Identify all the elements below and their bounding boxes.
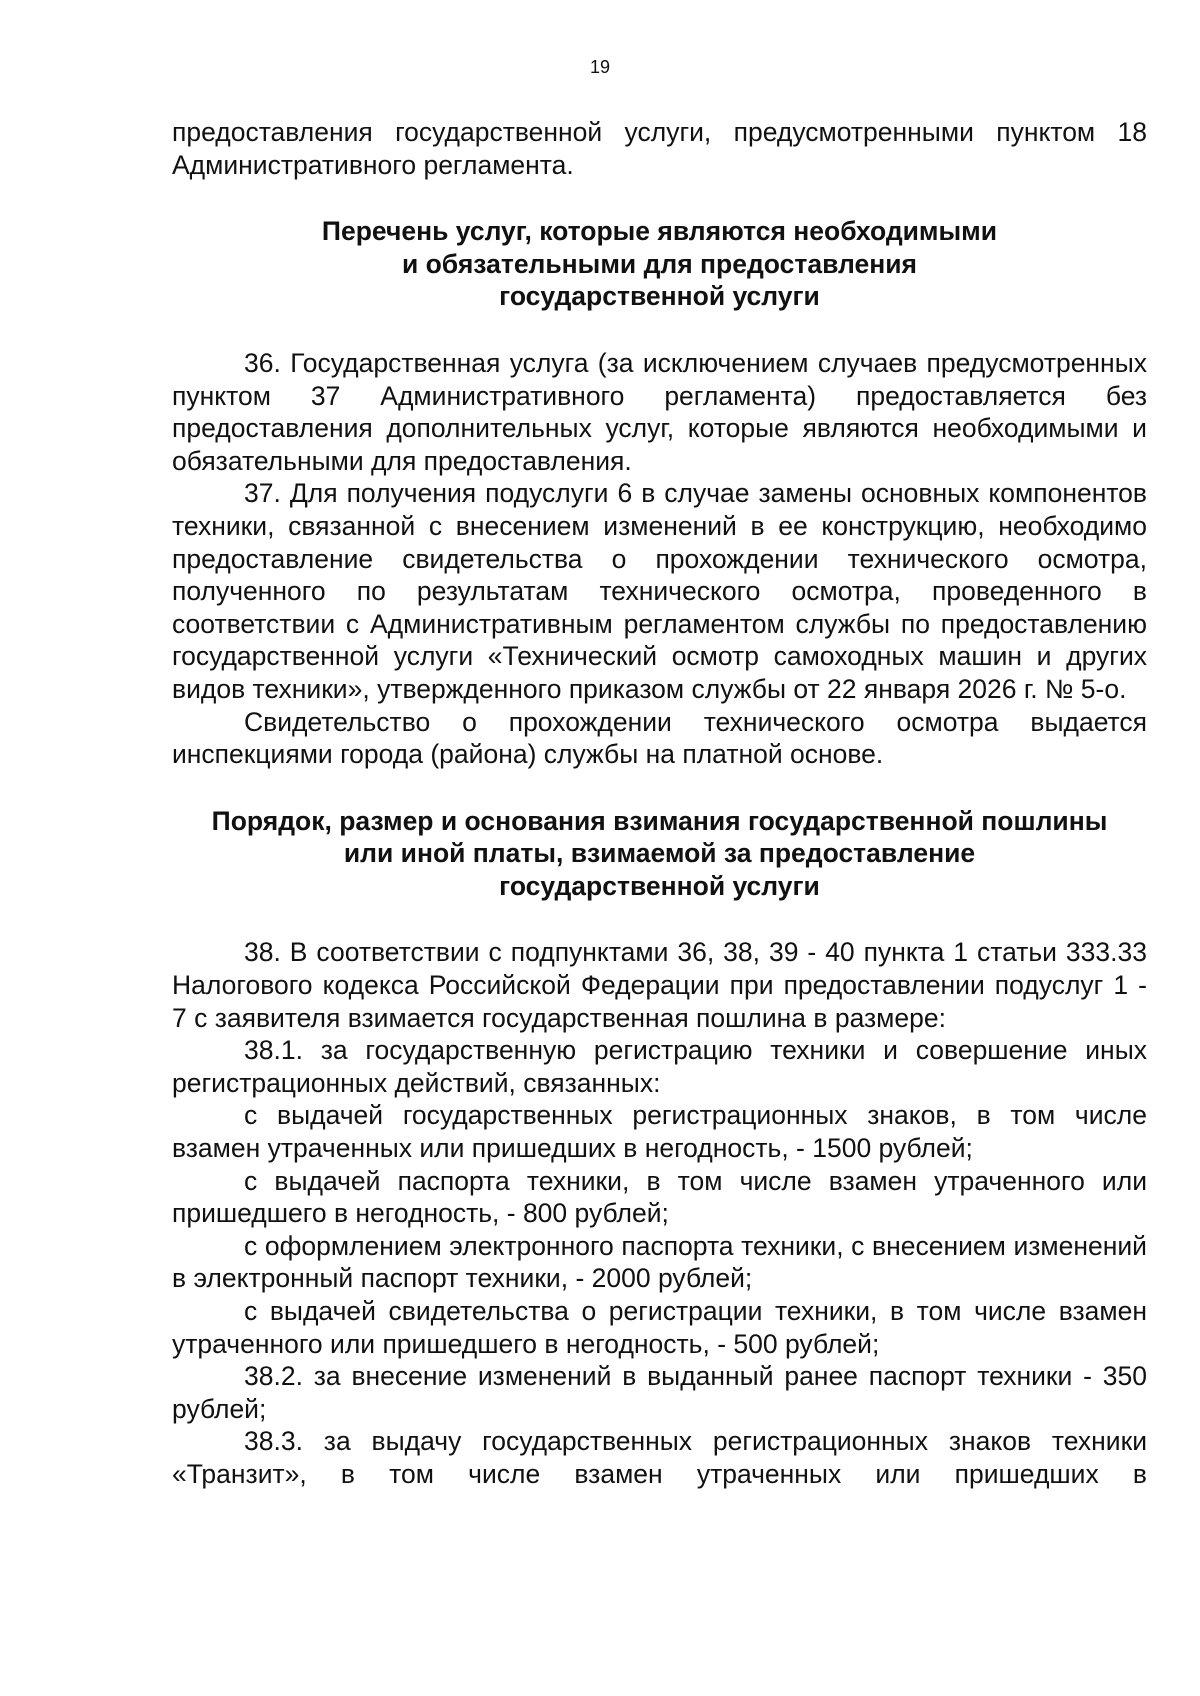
paragraph-38-1-certificate: с выдачей свидетельства о регистрации техники, в том числе взамен утраченного или пришедшего в негодность, - 500 рублей; [172, 1296, 1147, 1359]
heading-line: государственной услуги [499, 870, 820, 901]
paragraph-38-2: 38.2. за внесение изменений в выданный ранее паспорт техники - 350 рублей; [172, 1361, 1147, 1424]
heading-line: государственной услуги [499, 281, 820, 312]
section-heading-state-duty [172, 805, 1147, 903]
page-number: 19 [589, 57, 611, 77]
paragraph-38-1-epassport: с оформлением электронного паспорта техники, с внесением изменений в электронный паспорт техники, - 2000 рублей; [172, 1230, 1147, 1294]
heading-line: Порядок, размер и основания взимания государственной пошлины [211, 805, 1108, 836]
paragraph-38-1-plates: с выдачей государственных регистрационных знаков, в том числе взамен утраченных или пришедших в негодность, - 1500 рублей; [172, 1100, 1147, 1164]
paragraph-37-note: Свидетельство о прохождении технического осмотра выдается инспекциями города (района) службы на платной основе. [172, 706, 1147, 770]
intro-continuation-paragraph: предоставления государственной услуги, предусмотренными пунктом 18 Административного регламента. [172, 117, 1147, 180]
document-body [172, 116, 1147, 1491]
paragraph-36: 36. Государственная услуга (за исключением случаев предусмотренных пунктом 37 Административного регламента) предоставляется без предоставления дополнительных услуг, которые являются необходимыми и обязательными для предоставления. [172, 347, 1147, 476]
section-heading-required-services [172, 215, 1147, 313]
paragraph-38-1-passport: с выдачей паспорта техники, в том числе взамен утраченного или пришедшего в негодность, - 800 рублей; [172, 1165, 1147, 1229]
paragraph-38: 38. В соответствии с подпунктами 36, 38, 39 - 40 пункта 1 статьи 333.33 Налогового кодекса Российской Федерации при предоставлении подуслуг 1 - 7 с заявителя взимается государственная пошлина в размере: [172, 937, 1147, 1033]
heading-line: или иной платы, взимаемой за предоставление [343, 838, 976, 869]
heading-line: Перечень услуг, которые являются необходимыми [321, 216, 998, 247]
paragraph-38-1: 38.1. за государственную регистрацию техники и совершение иных регистрационных действий, связанных: [172, 1035, 1147, 1098]
paragraph-37: 37. Для получения подуслуги 6 в случае замены основных компонентов техники, связанной с внесением изменений в ее конструкцию, необходимо предоставление свидетельства о прохождении технического осмотра, полученного по результатам технического осмотра, проведенного в соответствии с Административным регламентом службы по предоставлению государственной услуги «Технический осмотр самоходных машин и других видов техники», утвержденного приказом службы от 22 января 2026 г. № 5-о. [172, 478, 1147, 704]
paragraph-38-3: 38.3. за выдачу государственных регистрационных знаков техники «Транзит», в том числе взамен утраченных или пришедших в [172, 1426, 1147, 1489]
heading-line: и обязательными для предоставления [401, 248, 918, 279]
